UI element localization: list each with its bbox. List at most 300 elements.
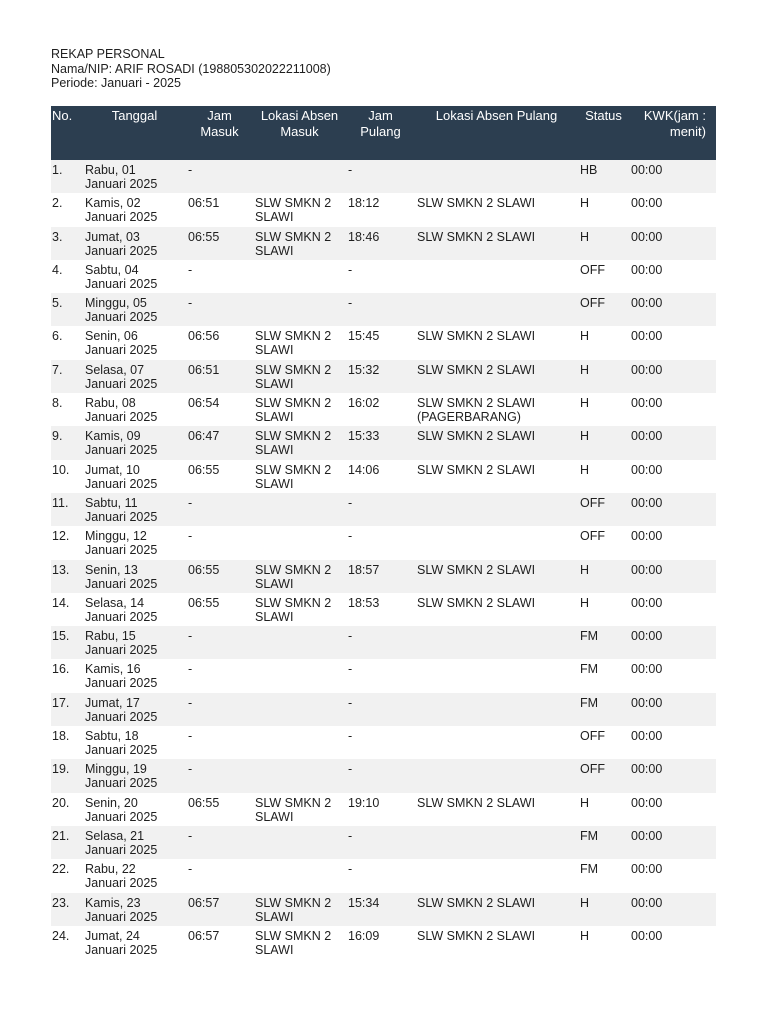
cell-tanggal-line: Januari 2025 [85,343,158,358]
cell-lokasi-pulang-line: SLW SMKN 2 SLAWI [417,229,536,244]
cell-lokasi-pulang-line: SLW SMKN 2 SLAWI [417,196,536,211]
cell-lokasi-masuk-line: SLW SMKN 2 [255,462,332,477]
cell-tanggal-line: Kamis, 16 [85,662,141,677]
cell-kwk: 00:00 [629,227,716,260]
cell-jam-masuk: - [186,826,253,859]
table-row [51,193,716,226]
cell-lokasi-pulang [415,826,578,859]
cell-kwk: 00:00 [629,726,716,759]
table-row [51,160,716,193]
cell-jam-pulang: 15:45 [346,326,415,359]
cell-tanggal [83,193,186,226]
cell-lokasi-masuk [253,393,346,426]
cell-tanggal [83,426,186,459]
cell-tanggal-line: Januari 2025 [85,310,158,325]
cell-status: H [578,326,629,359]
cell-kwk: 00:00 [629,293,716,326]
report-title: REKAP PERSONAL [51,47,165,61]
cell-tanggal [83,926,186,959]
table-row [51,893,716,926]
cell-tanggal-line: Senin, 13 [85,562,138,577]
cell-lokasi-masuk-line: SLAWI [255,809,294,824]
cell-tanggal-line: Januari 2025 [85,509,158,524]
cell-lokasi-masuk-line: SLW SMKN 2 [255,429,332,444]
column-header-jam-pulang: Jam Pulang [346,106,415,160]
cell-tanggal [83,693,186,726]
cell-lokasi-masuk [253,593,346,626]
table-row [51,659,716,692]
cell-lokasi-pulang [415,759,578,792]
cell-tanggal [83,560,186,593]
cell-lokasi-pulang-line: SLW SMKN 2 SLAWI [417,329,536,344]
cell-status: H [578,926,629,959]
cell-no: 22. [51,859,83,892]
table-row [51,826,716,859]
cell-tanggal-line: Januari 2025 [85,443,158,458]
cell-jam-pulang: 16:09 [346,926,415,959]
cell-status: FM [578,659,629,692]
cell-jam-masuk: - [186,293,253,326]
cell-status: OFF [578,726,629,759]
cell-jam-masuk: - [186,859,253,892]
cell-kwk: 00:00 [629,859,716,892]
cell-lokasi-masuk [253,826,346,859]
cell-lokasi-masuk-line: SLAWI [255,243,294,258]
cell-kwk: 00:00 [629,759,716,792]
cell-tanggal [83,793,186,826]
cell-tanggal-line: Selasa, 21 [85,828,145,843]
cell-tanggal-line: Rabu, 01 [85,163,136,177]
cell-jam-pulang: - [346,160,415,193]
cell-tanggal [83,160,186,193]
cell-tanggal-line: Januari 2025 [85,543,158,558]
cell-tanggal [83,293,186,326]
cell-lokasi-masuk-line: SLW SMKN 2 [255,795,332,810]
cell-lokasi-masuk-line: SLAWI [255,376,294,391]
cell-lokasi-pulang [415,659,578,692]
table-row [51,526,716,559]
cell-status: H [578,460,629,493]
cell-jam-pulang: - [346,726,415,759]
cell-no: 14. [51,593,83,626]
cell-no: 6. [51,326,83,359]
cell-kwk: 00:00 [629,326,716,359]
cell-tanggal-line: Minggu, 05 [85,296,147,311]
cell-jam-masuk: - [186,759,253,792]
cell-kwk: 00:00 [629,260,716,293]
cell-lokasi-masuk [253,793,346,826]
cell-lokasi-pulang [415,593,578,626]
cell-tanggal-line: Sabtu, 04 [85,262,139,277]
cell-jam-pulang: - [346,526,415,559]
cell-lokasi-pulang [415,626,578,659]
cell-lokasi-masuk [253,560,346,593]
cell-jam-masuk: - [186,493,253,526]
employee-name-nip: Nama/NIP: ARIF ROSADI (198805302022211008) [51,61,331,76]
cell-status: HB [578,160,629,193]
table-row [51,759,716,792]
cell-status: OFF [578,526,629,559]
cell-tanggal-line: Januari 2025 [85,476,158,491]
table-row [51,593,716,626]
cell-tanggal-line: Rabu, 22 [85,862,136,877]
cell-tanggal-line: Januari 2025 [85,243,158,258]
cell-jam-pulang: - [346,626,415,659]
cell-tanggal-line: Kamis, 02 [85,196,141,211]
cell-tanggal [83,593,186,626]
cell-tanggal-line: Januari 2025 [85,210,158,225]
cell-jam-pulang: - [346,826,415,859]
cell-status: OFF [578,759,629,792]
cell-kwk: 00:00 [629,393,716,426]
report-header [51,47,331,91]
cell-lokasi-masuk [253,260,346,293]
cell-lokasi-masuk-line: SLAWI [255,410,294,425]
cell-jam-masuk: - [186,659,253,692]
table-row [51,793,716,826]
cell-jam-masuk: 06:47 [186,426,253,459]
cell-tanggal-line: Kamis, 23 [85,895,141,910]
cell-status: OFF [578,293,629,326]
cell-tanggal-line: Minggu, 19 [85,762,147,777]
cell-lokasi-masuk-line: SLW SMKN 2 [255,362,332,377]
cell-jam-masuk: - [186,526,253,559]
cell-kwk: 00:00 [629,560,716,593]
cell-no: 21. [51,826,83,859]
cell-jam-masuk: 06:55 [186,460,253,493]
cell-jam-masuk: - [186,260,253,293]
cell-no: 16. [51,659,83,692]
cell-lokasi-masuk [253,326,346,359]
cell-jam-pulang: 15:33 [346,426,415,459]
column-header-no: No. [51,106,83,160]
cell-lokasi-pulang-line: SLW SMKN 2 SLAWI [417,595,536,610]
cell-kwk: 00:00 [629,193,716,226]
table-row [51,460,716,493]
cell-jam-masuk: - [186,626,253,659]
cell-lokasi-pulang [415,227,578,260]
table-row [51,626,716,659]
cell-kwk: 00:00 [629,893,716,926]
cell-jam-pulang: 14:06 [346,460,415,493]
cell-lokasi-masuk [253,926,346,959]
cell-kwk: 00:00 [629,659,716,692]
cell-jam-masuk: - [186,726,253,759]
cell-tanggal-line: Januari 2025 [85,676,158,691]
cell-tanggal-line: Januari 2025 [85,876,158,891]
cell-no: 11. [51,493,83,526]
column-header-tanggal: Tanggal [83,106,186,160]
cell-no: 8. [51,393,83,426]
cell-status: FM [578,826,629,859]
attendance-table [51,106,716,959]
cell-tanggal [83,493,186,526]
cell-tanggal [83,859,186,892]
cell-jam-masuk: - [186,160,253,193]
cell-lokasi-masuk [253,759,346,792]
cell-status: FM [578,693,629,726]
cell-status: OFF [578,260,629,293]
cell-tanggal-line: Januari 2025 [85,177,158,191]
cell-no: 17. [51,693,83,726]
cell-tanggal [83,626,186,659]
cell-lokasi-pulang [415,326,578,359]
cell-lokasi-pulang-line: SLW SMKN 2 SLAWI [417,396,536,411]
cell-kwk: 00:00 [629,360,716,393]
cell-kwk: 00:00 [629,926,716,959]
cell-jam-pulang: 15:34 [346,893,415,926]
cell-jam-pulang: - [346,659,415,692]
cell-tanggal-line: Januari 2025 [85,909,158,924]
cell-lokasi-masuk-line: SLAWI [255,443,294,458]
cell-kwk: 00:00 [629,693,716,726]
cell-lokasi-masuk [253,193,346,226]
cell-no: 3. [51,227,83,260]
cell-lokasi-masuk-line: SLAWI [255,476,294,491]
cell-kwk: 00:00 [629,593,716,626]
cell-lokasi-masuk-line: SLW SMKN 2 [255,562,332,577]
cell-kwk: 00:00 [629,793,716,826]
cell-no: 18. [51,726,83,759]
table-body [51,160,716,959]
cell-lokasi-masuk-line: SLW SMKN 2 [255,229,332,244]
table-row [51,859,716,892]
cell-tanggal-line: Senin, 20 [85,795,138,810]
cell-tanggal-line: Rabu, 08 [85,396,136,411]
cell-jam-masuk: 06:55 [186,227,253,260]
cell-jam-masuk: 06:55 [186,560,253,593]
cell-lokasi-masuk-line: SLAWI [255,576,294,591]
cell-no: 15. [51,626,83,659]
cell-tanggal [83,360,186,393]
cell-no: 9. [51,426,83,459]
cell-status: H [578,393,629,426]
cell-lokasi-masuk [253,493,346,526]
cell-tanggal-line: Jumat, 24 [85,928,140,943]
cell-status: H [578,360,629,393]
cell-jam-masuk: 06:57 [186,926,253,959]
cell-jam-masuk: 06:54 [186,393,253,426]
cell-lokasi-masuk [253,426,346,459]
cell-tanggal [83,460,186,493]
cell-status: H [578,227,629,260]
cell-tanggal-line: Kamis, 09 [85,429,141,444]
cell-lokasi-pulang-line: SLW SMKN 2 SLAWI [417,895,536,910]
cell-kwk: 00:00 [629,826,716,859]
table-row [51,426,716,459]
cell-lokasi-masuk [253,893,346,926]
cell-kwk: 00:00 [629,426,716,459]
table-row [51,360,716,393]
cell-tanggal-line: Sabtu, 18 [85,729,139,744]
cell-lokasi-pulang [415,293,578,326]
table-row [51,326,716,359]
cell-no: 1. [51,160,83,193]
cell-lokasi-pulang [415,393,578,426]
cell-status: H [578,893,629,926]
cell-status: FM [578,626,629,659]
cell-status: H [578,793,629,826]
cell-no: 10. [51,460,83,493]
cell-lokasi-masuk [253,626,346,659]
cell-tanggal-line: Januari 2025 [85,776,158,791]
cell-jam-masuk: 06:55 [186,793,253,826]
cell-jam-pulang: - [346,493,415,526]
cell-lokasi-pulang [415,160,578,193]
cell-tanggal-line: Januari 2025 [85,276,158,291]
cell-lokasi-pulang [415,526,578,559]
cell-tanggal [83,326,186,359]
cell-tanggal [83,393,186,426]
cell-status: H [578,193,629,226]
cell-jam-pulang: - [346,293,415,326]
cell-jam-pulang: 15:32 [346,360,415,393]
cell-lokasi-masuk-line: SLAWI [255,909,294,924]
cell-jam-pulang: 18:57 [346,560,415,593]
cell-tanggal-line: Januari 2025 [85,942,158,957]
cell-tanggal [83,826,186,859]
table-row [51,393,716,426]
cell-jam-pulang: - [346,859,415,892]
cell-tanggal [83,893,186,926]
cell-lokasi-pulang-line: SLW SMKN 2 SLAWI [417,462,536,477]
cell-tanggal-line: Januari 2025 [85,709,158,724]
table-row [51,726,716,759]
cell-tanggal-line: Januari 2025 [85,376,158,391]
cell-lokasi-masuk [253,460,346,493]
cell-tanggal-line: Minggu, 12 [85,529,147,544]
report-period: Periode: Januari - 2025 [51,76,181,90]
cell-lokasi-pulang [415,793,578,826]
cell-jam-pulang: - [346,759,415,792]
cell-lokasi-pulang [415,460,578,493]
cell-kwk: 00:00 [629,526,716,559]
cell-tanggal-line: Rabu, 15 [85,629,136,644]
cell-lokasi-pulang-line: SLW SMKN 2 SLAWI [417,362,536,377]
cell-lokasi-masuk [253,526,346,559]
table-row [51,926,716,959]
table-row [51,493,716,526]
cell-jam-pulang: - [346,693,415,726]
cell-tanggal-line: Januari 2025 [85,576,158,591]
table-row [51,293,716,326]
cell-no: 23. [51,893,83,926]
cell-lokasi-masuk-line: SLAWI [255,609,294,624]
cell-lokasi-masuk [253,659,346,692]
cell-tanggal [83,227,186,260]
cell-jam-pulang: 19:10 [346,793,415,826]
cell-lokasi-pulang [415,926,578,959]
cell-lokasi-pulang-line: SLW SMKN 2 SLAWI [417,928,536,943]
cell-lokasi-masuk [253,859,346,892]
cell-jam-pulang: 16:02 [346,393,415,426]
cell-lokasi-masuk-line: SLAWI [255,343,294,358]
table-row [51,693,716,726]
cell-tanggal [83,260,186,293]
column-header-jam-masuk: Jam Masuk [186,106,253,160]
cell-kwk: 00:00 [629,460,716,493]
cell-no: 12. [51,526,83,559]
cell-lokasi-pulang [415,360,578,393]
cell-tanggal-line: Jumat, 10 [85,462,140,477]
cell-jam-masuk: 06:57 [186,893,253,926]
table-row [51,560,716,593]
cell-lokasi-masuk [253,160,346,193]
cell-tanggal-line: Januari 2025 [85,643,158,658]
cell-jam-pulang: - [346,260,415,293]
cell-lokasi-pulang [415,893,578,926]
cell-tanggal [83,759,186,792]
cell-lokasi-pulang [415,493,578,526]
cell-lokasi-masuk [253,693,346,726]
cell-no: 5. [51,293,83,326]
column-header-kwk: KWK(jam : menit) [629,106,716,160]
cell-kwk: 00:00 [629,160,716,193]
cell-lokasi-masuk-line: SLW SMKN 2 [255,396,332,411]
cell-no: 13. [51,560,83,593]
cell-tanggal-line: Jumat, 03 [85,229,140,244]
cell-lokasi-pulang-line: SLW SMKN 2 SLAWI [417,795,536,810]
cell-tanggal [83,659,186,692]
cell-tanggal-line: Januari 2025 [85,410,158,425]
cell-no: 2. [51,193,83,226]
cell-tanggal-line: Januari 2025 [85,809,158,824]
cell-no: 24. [51,926,83,959]
cell-lokasi-pulang [415,193,578,226]
cell-jam-pulang: 18:46 [346,227,415,260]
cell-status: H [578,560,629,593]
column-header-lokasi-pulang: Lokasi Absen Pulang [415,106,578,160]
cell-tanggal-line: Senin, 06 [85,329,138,344]
cell-status: H [578,593,629,626]
cell-jam-masuk: 06:51 [186,193,253,226]
table-row [51,260,716,293]
cell-tanggal-line: Januari 2025 [85,743,158,758]
cell-jam-masuk: 06:56 [186,326,253,359]
cell-kwk: 00:00 [629,493,716,526]
cell-tanggal-line: Januari 2025 [85,842,158,857]
cell-status: H [578,426,629,459]
cell-jam-pulang: 18:53 [346,593,415,626]
column-header-lokasi-masuk: Lokasi Absen Masuk [253,106,346,160]
cell-lokasi-pulang [415,426,578,459]
cell-jam-masuk: 06:55 [186,593,253,626]
cell-lokasi-pulang [415,726,578,759]
cell-tanggal-line: Selasa, 07 [85,362,145,377]
cell-lokasi-masuk [253,360,346,393]
cell-lokasi-masuk [253,726,346,759]
cell-no: 19. [51,759,83,792]
cell-status: FM [578,859,629,892]
cell-status: OFF [578,493,629,526]
cell-lokasi-masuk-line: SLW SMKN 2 [255,595,332,610]
cell-tanggal-line: Januari 2025 [85,609,158,624]
cell-lokasi-masuk [253,227,346,260]
cell-tanggal-line: Selasa, 14 [85,595,145,610]
cell-lokasi-masuk-line: SLW SMKN 2 [255,895,332,910]
cell-lokasi-pulang [415,693,578,726]
cell-lokasi-masuk-line: SLW SMKN 2 [255,928,332,943]
cell-lokasi-masuk-line: SLW SMKN 2 [255,196,332,211]
cell-lokasi-pulang-line: SLW SMKN 2 SLAWI [417,429,536,444]
cell-jam-masuk: 06:51 [186,360,253,393]
table-row [51,227,716,260]
cell-lokasi-masuk-line: SLAWI [255,210,294,225]
cell-lokasi-masuk-line: SLAWI [255,942,294,957]
cell-jam-pulang: 18:12 [346,193,415,226]
cell-no: 20. [51,793,83,826]
cell-lokasi-pulang [415,859,578,892]
